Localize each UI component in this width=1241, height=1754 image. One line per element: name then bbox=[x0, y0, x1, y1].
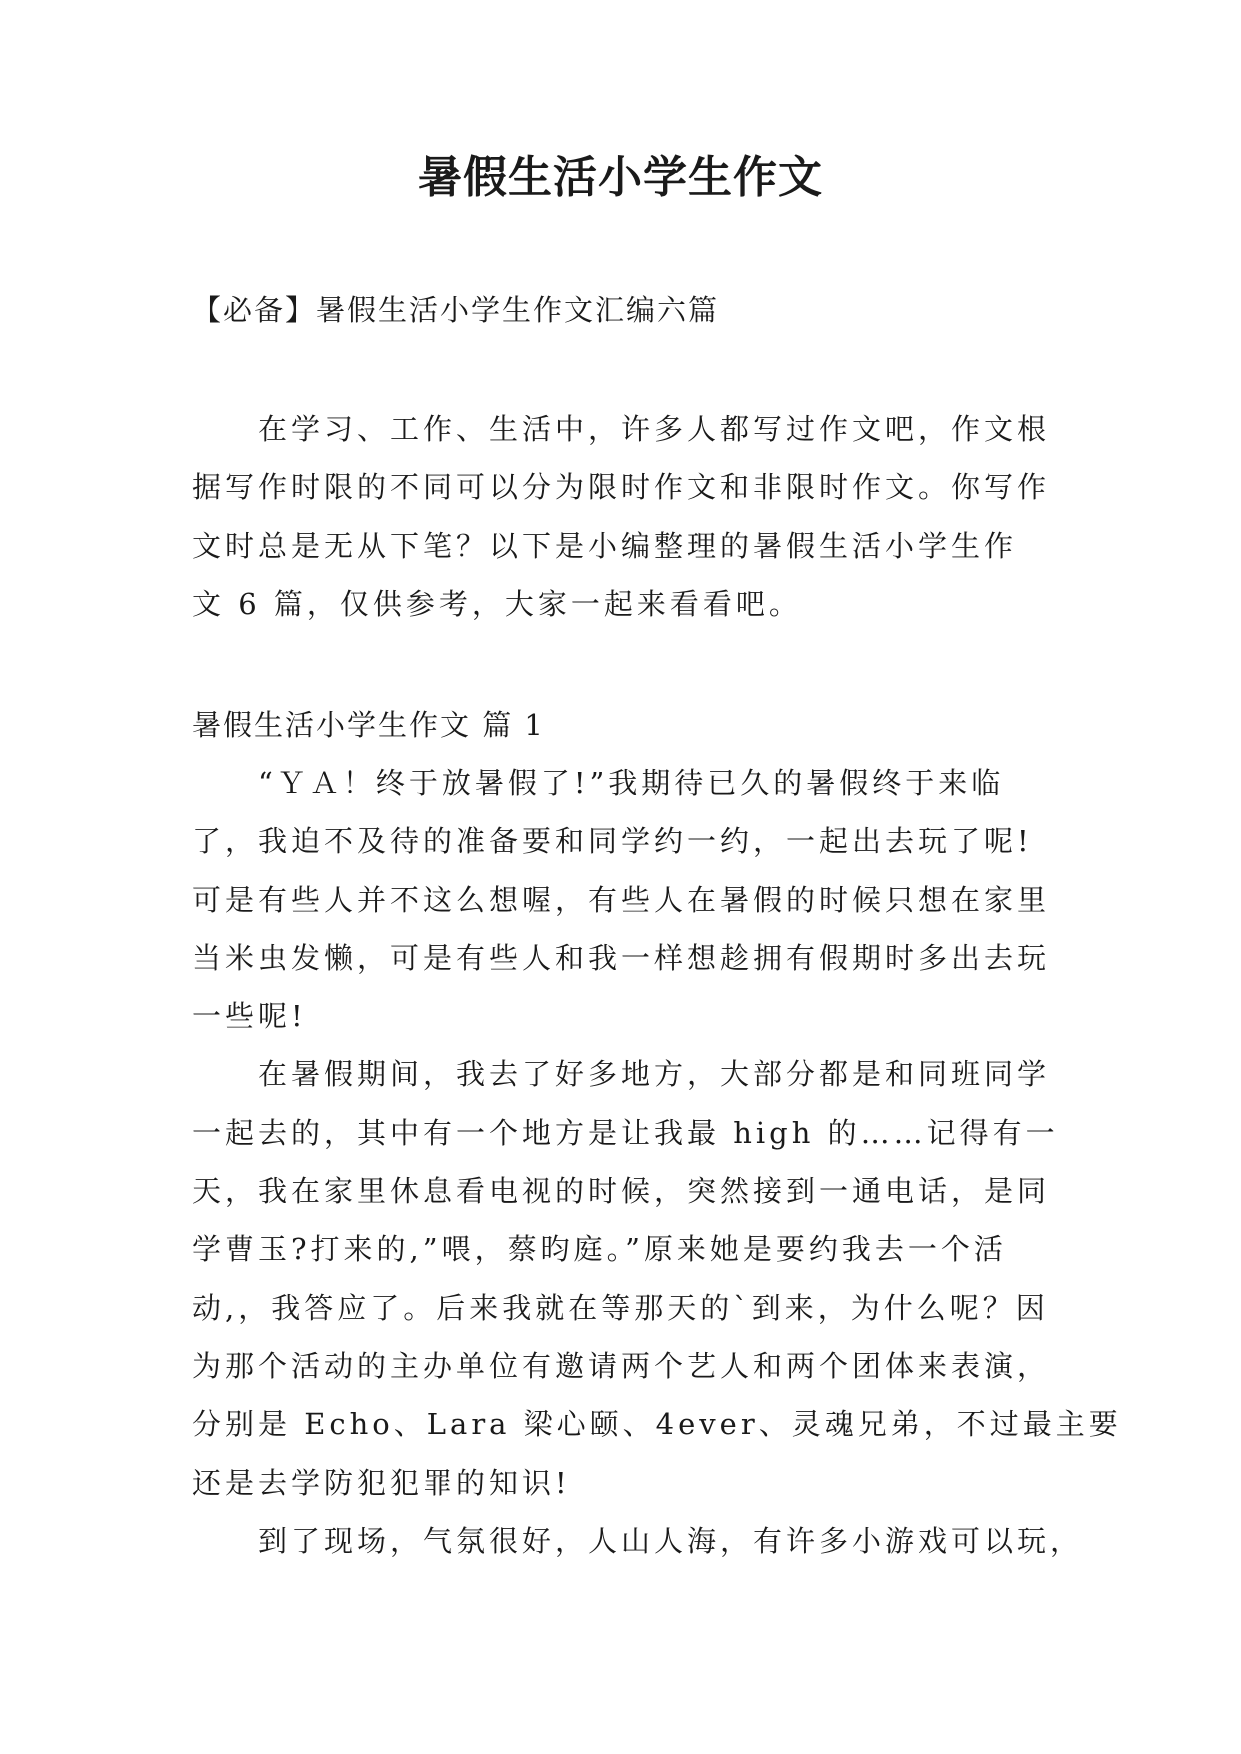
text-line: 动,，我答应了。后来我就在等那天的`到来，为什么呢？因 bbox=[192, 1290, 1049, 1325]
text-line: 文 6 篇，仅供参考，大家一起来看看吧。 bbox=[192, 586, 802, 621]
text-line: 学曹玉?打来的,”喂，蔡昀庭。”原来她是要约我去一个活 bbox=[192, 1232, 1007, 1267]
text-line: 一起去的，其中有一个地方是让我最 high 的……记得有一 bbox=[192, 1115, 1059, 1150]
text-line: 在学习、工作、生活中，许多人都写过作文吧，作文根 bbox=[192, 412, 1051, 446]
text-line: 一些呢! bbox=[192, 999, 307, 1034]
intro-paragraph bbox=[192, 400, 1052, 633]
text-line: 当米虫发懒，可是有些人和我一样想趁拥有假期时多出去玩 bbox=[192, 940, 1051, 975]
essay-body bbox=[192, 754, 1122, 1570]
text-line: “ＹＡ！终于放暑假了!”我期待已久的暑假终于来临 bbox=[192, 766, 1005, 800]
document-subtitle: 【必备】暑假生活小学生作文汇编六篇 bbox=[192, 293, 720, 327]
text-line: 天，我在家里休息看电视的时候，突然接到一通电话，是同 bbox=[192, 1174, 1051, 1209]
section-heading: 暑假生活小学生作文 篇 1 bbox=[192, 708, 545, 742]
text-line: 据写作时限的不同可以分为限时作文和非限时作文。你写作 bbox=[192, 470, 1051, 505]
document-title: 暑假生活小学生作文 bbox=[418, 152, 823, 203]
text-line: 在暑假期间，我去了好多地方，大部分都是和同班同学 bbox=[192, 1057, 1051, 1092]
text-line: 分别是 Echo、Lara 梁心颐、4ever、灵魂兄弟，不过最主要 bbox=[192, 1407, 1122, 1442]
text-line: 还是去学防犯犯罪的知识! bbox=[192, 1465, 571, 1500]
text-line: 到了现场，气氛很好，人山人海，有许多小游戏可以玩， bbox=[192, 1523, 1084, 1558]
text-line: 文时总是无从下笔？以下是小编整理的暑假生活小学生作 bbox=[192, 528, 1018, 563]
text-line: 为那个活动的主办单位有邀请两个艺人和两个团体来表演， bbox=[192, 1348, 1051, 1383]
text-line: 了，我迫不及待的准备要和同学约一约，一起出去玩了呢! bbox=[192, 824, 1033, 859]
text-line: 可是有些人并不这么想喔，有些人在暑假的时候只想在家里 bbox=[192, 882, 1051, 917]
